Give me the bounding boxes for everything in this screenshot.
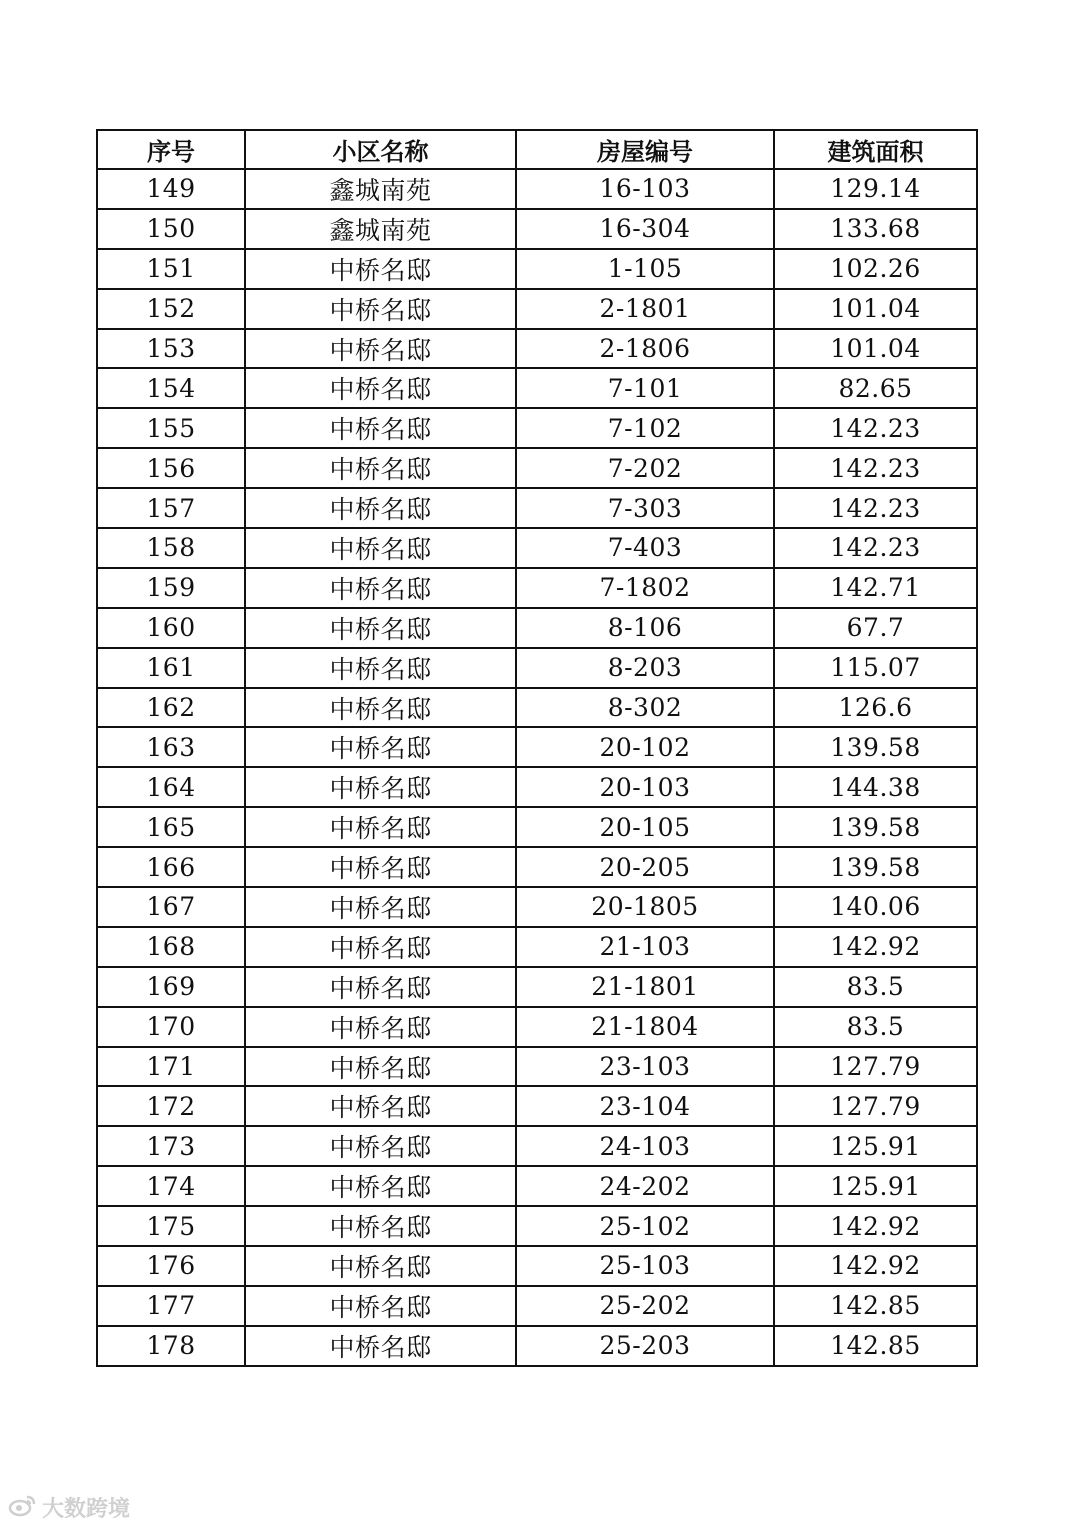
cell-area: 125.91 bbox=[774, 1126, 977, 1166]
cell-community: 中桥名邸 bbox=[245, 727, 516, 767]
cell-area: 133.68 bbox=[774, 209, 977, 249]
cell-house-number: 21-1801 bbox=[516, 967, 774, 1007]
cell-house-number: 7-102 bbox=[516, 408, 774, 448]
table-body bbox=[97, 169, 977, 1366]
cell-house-number: 2-1801 bbox=[516, 289, 774, 329]
table-row bbox=[97, 1047, 977, 1087]
data-table bbox=[96, 129, 978, 1367]
cell-house-number: 8-302 bbox=[516, 688, 774, 728]
cell-community: 中桥名邸 bbox=[245, 767, 516, 807]
cell-house-number: 21-1804 bbox=[516, 1007, 774, 1047]
cell-index: 172 bbox=[97, 1086, 245, 1126]
cell-community: 中桥名邸 bbox=[245, 568, 516, 608]
table-row bbox=[97, 887, 977, 927]
cell-community: 中桥名邸 bbox=[245, 1206, 516, 1246]
cell-index: 169 bbox=[97, 967, 245, 1007]
cell-index: 153 bbox=[97, 329, 245, 369]
cell-index: 178 bbox=[97, 1326, 245, 1366]
cell-community: 中桥名邸 bbox=[245, 807, 516, 847]
table-row bbox=[97, 1326, 977, 1366]
cell-community: 鑫城南苑 bbox=[245, 209, 516, 249]
cell-community: 中桥名邸 bbox=[245, 1007, 516, 1047]
table-row bbox=[97, 528, 977, 568]
cell-community: 中桥名邸 bbox=[245, 608, 516, 648]
table-row bbox=[97, 648, 977, 688]
cell-area: 83.5 bbox=[774, 1007, 977, 1047]
cell-area: 142.71 bbox=[774, 568, 977, 608]
cell-house-number: 8-106 bbox=[516, 608, 774, 648]
cell-area: 127.79 bbox=[774, 1086, 977, 1126]
cell-house-number: 20-205 bbox=[516, 847, 774, 887]
cell-index: 175 bbox=[97, 1206, 245, 1246]
cell-house-number: 24-103 bbox=[516, 1126, 774, 1166]
cell-index: 151 bbox=[97, 249, 245, 289]
table-row bbox=[97, 1206, 977, 1246]
cell-house-number: 2-1806 bbox=[516, 329, 774, 369]
cell-house-number: 7-101 bbox=[516, 368, 774, 408]
cell-area: 125.91 bbox=[774, 1166, 977, 1206]
cell-house-number: 25-203 bbox=[516, 1326, 774, 1366]
cell-index: 162 bbox=[97, 688, 245, 728]
cell-community: 中桥名邸 bbox=[245, 1246, 516, 1286]
table-row bbox=[97, 727, 977, 767]
cell-area: 101.04 bbox=[774, 329, 977, 369]
cell-index: 150 bbox=[97, 209, 245, 249]
weibo-logo-icon bbox=[8, 1493, 42, 1523]
cell-house-number: 20-103 bbox=[516, 767, 774, 807]
cell-area: 142.92 bbox=[774, 1206, 977, 1246]
cell-house-number: 23-104 bbox=[516, 1086, 774, 1126]
cell-index: 164 bbox=[97, 767, 245, 807]
cell-area: 139.58 bbox=[774, 807, 977, 847]
watermark-text: 大数跨境 bbox=[42, 1497, 131, 1522]
cell-community: 中桥名邸 bbox=[245, 1326, 516, 1366]
cell-house-number: 24-202 bbox=[516, 1166, 774, 1206]
cell-index: 173 bbox=[97, 1126, 245, 1166]
cell-house-number: 23-103 bbox=[516, 1047, 774, 1087]
table-row bbox=[97, 1086, 977, 1126]
cell-community: 中桥名邸 bbox=[245, 368, 516, 408]
cell-house-number: 20-102 bbox=[516, 727, 774, 767]
cell-community: 中桥名邸 bbox=[245, 329, 516, 369]
table-row bbox=[97, 568, 977, 608]
cell-house-number: 7-303 bbox=[516, 488, 774, 528]
table-row bbox=[97, 329, 977, 369]
cell-house-number: 25-103 bbox=[516, 1246, 774, 1286]
cell-index: 168 bbox=[97, 927, 245, 967]
cell-area: 142.92 bbox=[774, 927, 977, 967]
cell-index: 157 bbox=[97, 488, 245, 528]
cell-index: 158 bbox=[97, 528, 245, 568]
cell-area: 67.7 bbox=[774, 608, 977, 648]
cell-area: 142.23 bbox=[774, 528, 977, 568]
cell-area: 127.79 bbox=[774, 1047, 977, 1087]
cell-community: 中桥名邸 bbox=[245, 688, 516, 728]
cell-index: 176 bbox=[97, 1246, 245, 1286]
cell-house-number: 20-1805 bbox=[516, 887, 774, 927]
cell-index: 163 bbox=[97, 727, 245, 767]
watermark bbox=[8, 1492, 130, 1523]
cell-community: 中桥名邸 bbox=[245, 967, 516, 1007]
cell-area: 142.23 bbox=[774, 448, 977, 488]
cell-house-number: 21-103 bbox=[516, 927, 774, 967]
cell-area: 82.65 bbox=[774, 368, 977, 408]
table-row bbox=[97, 767, 977, 807]
cell-house-number: 16-304 bbox=[516, 209, 774, 249]
cell-community: 鑫城南苑 bbox=[245, 169, 516, 209]
cell-community: 中桥名邸 bbox=[245, 488, 516, 528]
cell-house-number: 7-202 bbox=[516, 448, 774, 488]
cell-index: 174 bbox=[97, 1166, 245, 1206]
cell-index: 159 bbox=[97, 568, 245, 608]
header-cell-house-number: 房屋编号 bbox=[516, 130, 774, 169]
table-row bbox=[97, 408, 977, 448]
header-cell-area: 建筑面积 bbox=[774, 130, 977, 169]
table-row bbox=[97, 1246, 977, 1286]
table-row bbox=[97, 209, 977, 249]
cell-area: 115.07 bbox=[774, 648, 977, 688]
cell-index: 156 bbox=[97, 448, 245, 488]
cell-community: 中桥名邸 bbox=[245, 648, 516, 688]
cell-area: 83.5 bbox=[774, 967, 977, 1007]
cell-area: 101.04 bbox=[774, 289, 977, 329]
cell-area: 144.38 bbox=[774, 767, 977, 807]
cell-house-number: 20-105 bbox=[516, 807, 774, 847]
header-cell-index: 序号 bbox=[97, 130, 245, 169]
table-row bbox=[97, 368, 977, 408]
table-row bbox=[97, 608, 977, 648]
cell-area: 140.06 bbox=[774, 887, 977, 927]
table-row bbox=[97, 488, 977, 528]
table-row bbox=[97, 1007, 977, 1047]
cell-house-number: 25-102 bbox=[516, 1206, 774, 1246]
cell-community: 中桥名邸 bbox=[245, 1286, 516, 1326]
cell-area: 142.23 bbox=[774, 488, 977, 528]
cell-index: 155 bbox=[97, 408, 245, 448]
cell-index: 154 bbox=[97, 368, 245, 408]
cell-index: 152 bbox=[97, 289, 245, 329]
table-row bbox=[97, 1286, 977, 1326]
table-row bbox=[97, 847, 977, 887]
cell-community: 中桥名邸 bbox=[245, 847, 516, 887]
cell-area: 126.6 bbox=[774, 688, 977, 728]
table-row bbox=[97, 1166, 977, 1206]
cell-community: 中桥名邸 bbox=[245, 1166, 516, 1206]
cell-index: 171 bbox=[97, 1047, 245, 1087]
cell-community: 中桥名邸 bbox=[245, 448, 516, 488]
cell-index: 149 bbox=[97, 169, 245, 209]
header-row bbox=[97, 130, 977, 169]
cell-house-number: 8-203 bbox=[516, 648, 774, 688]
cell-area: 142.23 bbox=[774, 408, 977, 448]
cell-community: 中桥名邸 bbox=[245, 887, 516, 927]
table-row bbox=[97, 249, 977, 289]
cell-house-number: 7-403 bbox=[516, 528, 774, 568]
cell-community: 中桥名邸 bbox=[245, 528, 516, 568]
table-row bbox=[97, 807, 977, 847]
cell-index: 160 bbox=[97, 608, 245, 648]
cell-index: 167 bbox=[97, 887, 245, 927]
cell-community: 中桥名邸 bbox=[245, 1126, 516, 1166]
cell-area: 142.92 bbox=[774, 1246, 977, 1286]
cell-area: 139.58 bbox=[774, 727, 977, 767]
table-row bbox=[97, 927, 977, 967]
cell-house-number: 1-105 bbox=[516, 249, 774, 289]
cell-community: 中桥名邸 bbox=[245, 289, 516, 329]
cell-area: 142.85 bbox=[774, 1286, 977, 1326]
cell-area: 142.85 bbox=[774, 1326, 977, 1366]
table-row bbox=[97, 688, 977, 728]
cell-community: 中桥名邸 bbox=[245, 249, 516, 289]
table-row bbox=[97, 448, 977, 488]
cell-index: 165 bbox=[97, 807, 245, 847]
cell-area: 102.26 bbox=[774, 249, 977, 289]
cell-community: 中桥名邸 bbox=[245, 408, 516, 448]
cell-index: 170 bbox=[97, 1007, 245, 1047]
cell-index: 161 bbox=[97, 648, 245, 688]
cell-house-number: 7-1802 bbox=[516, 568, 774, 608]
cell-index: 166 bbox=[97, 847, 245, 887]
cell-area: 139.58 bbox=[774, 847, 977, 887]
cell-house-number: 25-202 bbox=[516, 1286, 774, 1326]
table-row bbox=[97, 967, 977, 1007]
table-row bbox=[97, 1126, 977, 1166]
cell-community: 中桥名邸 bbox=[245, 1047, 516, 1087]
cell-area: 129.14 bbox=[774, 169, 977, 209]
header-cell-community: 小区名称 bbox=[245, 130, 516, 169]
cell-house-number: 16-103 bbox=[516, 169, 774, 209]
cell-index: 177 bbox=[97, 1286, 245, 1326]
cell-community: 中桥名邸 bbox=[245, 1086, 516, 1126]
table-row bbox=[97, 169, 977, 209]
cell-community: 中桥名邸 bbox=[245, 927, 516, 967]
table-row bbox=[97, 289, 977, 329]
